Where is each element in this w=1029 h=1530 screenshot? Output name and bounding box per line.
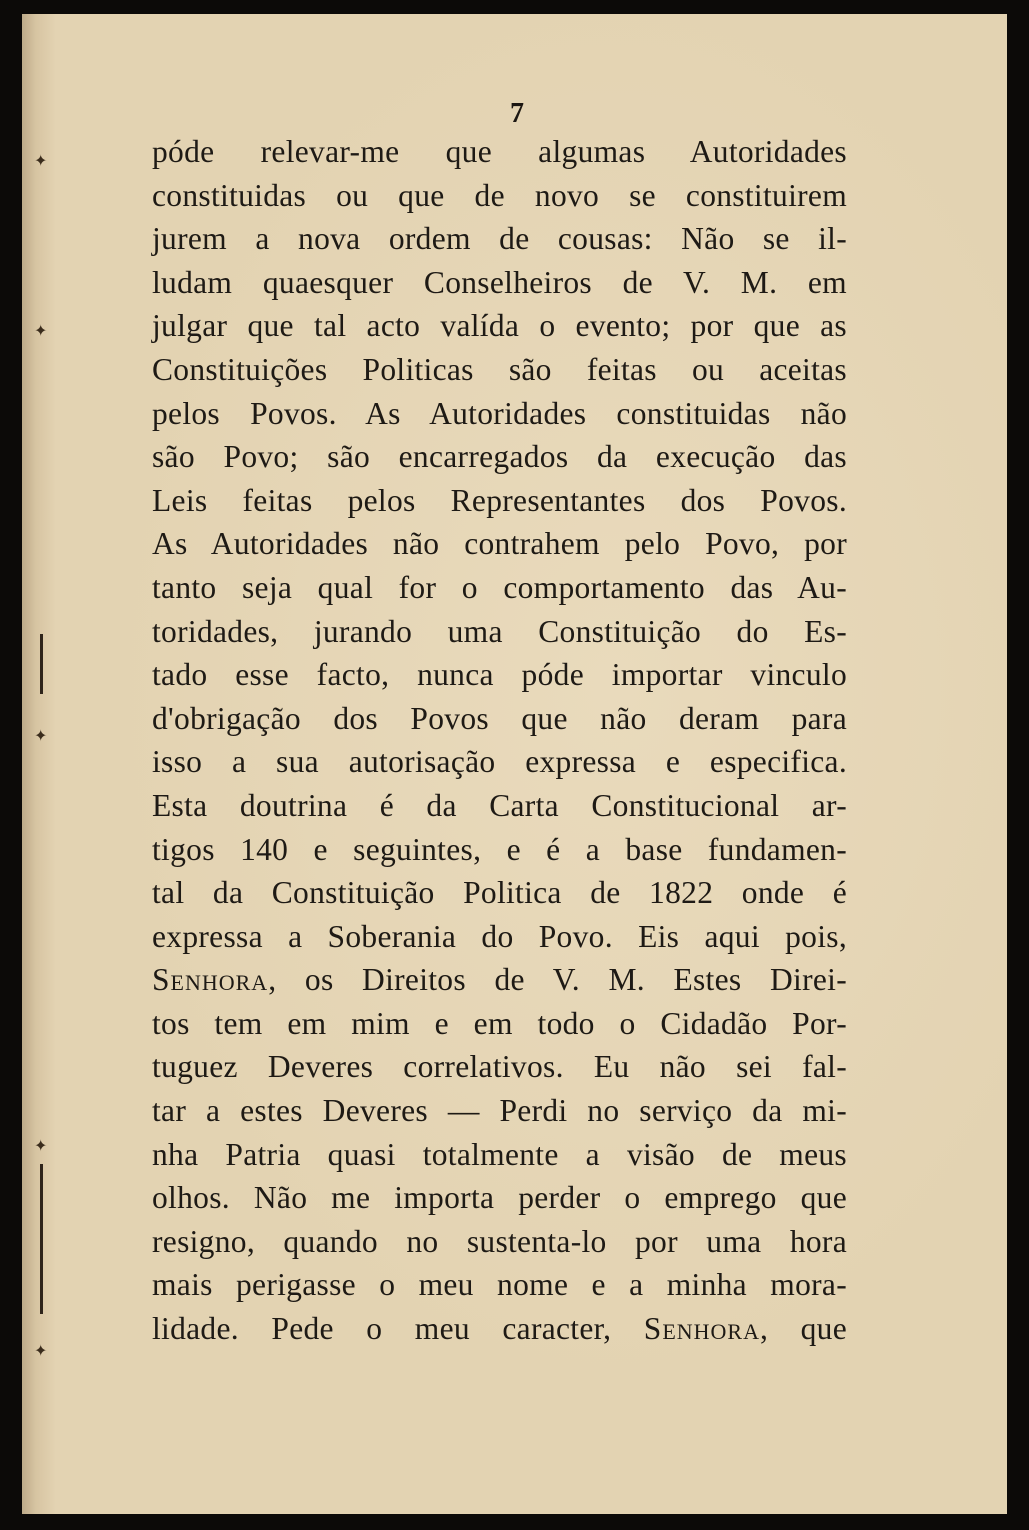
text-line: tar a estes Deveres — Perdi no serviço da mi-	[152, 1093, 847, 1129]
binding-thread-mark: ✦	[34, 1343, 48, 1360]
text-line: tanto seja qual for o comportamento das Au-	[152, 569, 847, 605]
text-line: tos tem em mim e em todo o Cidadão Por-	[152, 1005, 847, 1041]
text-line: Constituições Politicas são feitas ou aceitas	[152, 351, 847, 387]
text-line: As Autoridades não contrahem pelo Povo, por	[152, 526, 847, 562]
text-line: tuguez Deveres correlativos. Eu não sei fal-	[152, 1049, 847, 1085]
text-line: julgar que tal acto valída o evento; por que as	[152, 308, 847, 344]
text-line: póde relevar-me que algumas Autoridades	[152, 134, 847, 169]
text-segment: , que	[759, 1311, 847, 1347]
binding-thread-mark: ✦	[34, 1138, 48, 1155]
text-line: tal da Constituição Politica de 1822 onde é	[152, 875, 847, 911]
text-line: tado esse facto, nunca póde importar vinculo	[152, 657, 847, 693]
text-line: isso a sua autorisação expressa e especifica.	[152, 744, 847, 780]
text-line: pelos Povos. As Autoridades constituidas não	[152, 395, 847, 431]
text-line: nha Patria quasi totalmente a visão de meus	[152, 1136, 847, 1172]
binding-stitch	[40, 1164, 43, 1314]
text-line: d'obrigação dos Povos que não deram para	[152, 700, 847, 736]
text-line: jurem a nova ordem de cousas: Não se il-	[152, 221, 847, 257]
binding-thread-mark: ✦	[34, 323, 48, 340]
page-number: 7	[510, 98, 524, 129]
text-line: tigos 140 e seguintes, e é a base fundamen-	[152, 831, 847, 867]
text-line: olhos. Não me importa perder o emprego que	[152, 1180, 847, 1216]
text-line: são Povo; são encarregados da execução das	[152, 439, 847, 475]
small-caps-word: Senhora	[643, 1311, 760, 1347]
binding-gutter	[22, 14, 56, 1514]
text-line: toridades, jurando uma Constituição do Es-	[152, 613, 847, 649]
binding-thread-mark: ✦	[34, 728, 48, 745]
text-line: Esta doutrina é da Carta Constitucional ar-	[152, 787, 847, 823]
text-line: mais perigasse o meu nome e a minha mora-	[152, 1267, 847, 1303]
text-line: ludam quaesquer Conselheiros de V. M. em	[152, 264, 847, 300]
text-segment: , os Direitos de V. M. Estes Direi-	[268, 962, 847, 998]
text-line: constituidas ou que de novo se constituirem	[152, 177, 847, 213]
text-line: resigno, quando no sustenta-lo por uma hora	[152, 1223, 847, 1259]
small-caps-word: Senhora	[152, 962, 269, 998]
text-line	[152, 1307, 847, 1351]
text-segment: lidade. Pede o meu caracter,	[152, 1311, 644, 1347]
text-line: expressa a Soberania do Povo. Eis aqui pois,	[152, 918, 847, 954]
binding-stitch	[40, 634, 43, 694]
text-line: Leis feitas pelos Representantes dos Povos.	[152, 482, 847, 518]
binding-thread-mark: ✦	[34, 153, 48, 170]
body-text	[152, 130, 847, 1351]
text-line	[152, 958, 847, 1002]
